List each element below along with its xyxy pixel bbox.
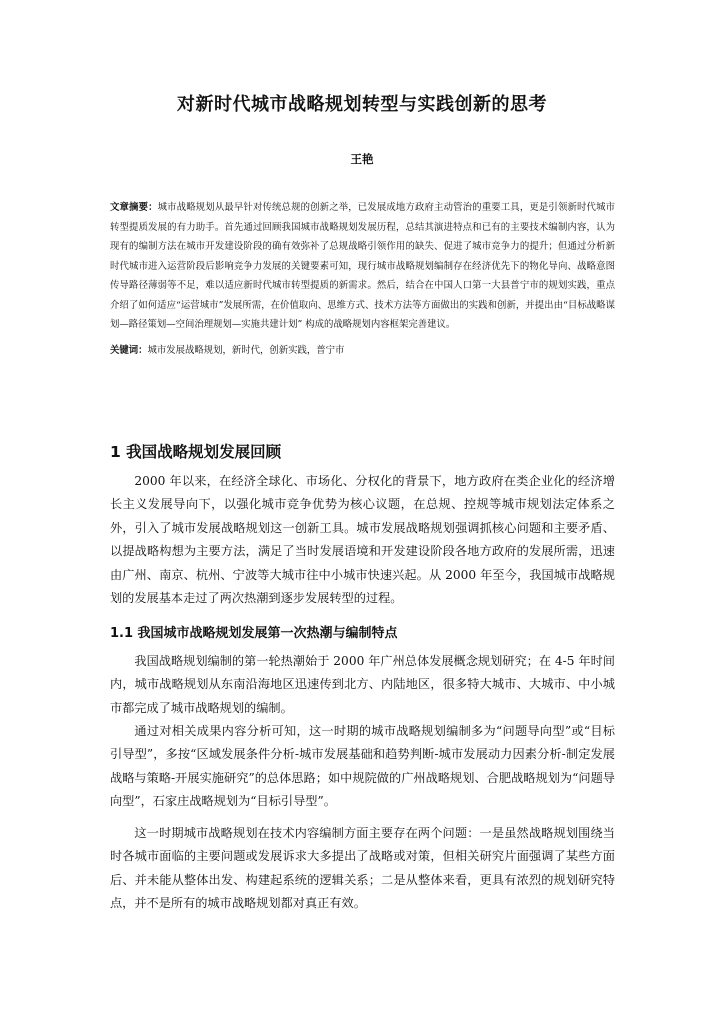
abstract-text: 城市战略规划从最早针对传统总规的创新之举，已发展成地方政府主动管治的重要工具，更是引领新时代城市转型提质发展的有力助手。首先通过回顾我国城市战略规划发展历程，总结其演进特点和已有的主要技术编制内容，认为现有的编制方法在城市开发建设阶段的确有效弥补了总规战略引领作用的缺失、促进了城市竞争力的提升；但通过分析新时代城市进入运营阶段后影响竞争力发展的关键要素可知，现行城市战略规划编制存在经济优先下的物化导向、战略意图传导路径薄弱等不足，难以适应新时代城市转型提质的新需求。然后，结合在中国人口第一大县普宁市的规划实践，重点介绍了如何适应“运营城市”发展所需，在价值取向、思维方式、技术方法等方面做出的实践和创新，并提出由“目标战略谋划—路径策划—空间治理规划—实施共建计划” 构成的战略规划内容框架完善建议。 xyxy=(110,202,615,330)
abstract xyxy=(110,198,615,335)
section-heading-1-1: 1.1 我国城市战略规划发展第一次热潮与编制特点 xyxy=(110,626,398,641)
keywords-label: 关键词： xyxy=(110,345,148,356)
section-1-1-paragraph-3: 这一时期城市战略规划在技术内容编制方面主要存在两个问题：一是虽然战略规划围绕当时各城市面临的主要问题或发展诉求大多提出了战略或对策，但相关研究片面强调了某些方面后、并未能从整体出发、构建起系统的逻辑关系；二是从整体来看，更具有浓烈的规划研究特点，并不是所有的城市战略规划都对真正有效。 xyxy=(110,826,615,911)
author-name: 王艳 xyxy=(350,152,374,166)
paper-title: 对新时代城市战略规划转型与实践创新的思考 xyxy=(177,94,547,115)
keywords xyxy=(110,341,615,360)
section-1-paragraph: 2000 年以来，在经济全球化、市场化、分权化的背景下，地方政府在类企业化的经济增长主义发展导向下，以强化城市竞争优势为核心议题，在总规、控规等城市规划法定体系之外，引入了城市发展战略规划这一创新工具。城市发展战略规划强调抓核心问题和主要矛盾、以提战略构想为主要方法，满足了当时发展语境和开发建设阶段各地方政府的发展所需，迅速由广州、南京、杭州、宁波等大城市往中小城市快速兴起。从 2000 年至今，我国城市战略规划的发展基本走过了两次热潮到逐步发展转型的过程。 xyxy=(110,474,615,606)
section-1-1-paragraph-1: 我国战略规划编制的第一轮热潮始于 2000 年广州总体发展概念规划研究；在 4-5 年时间内，城市战略规划从东南沿海地区迅速传到北方、内陆地区，很多特大城市、大城市、中小城市都完成了城市战略规划的编制。 xyxy=(110,654,615,715)
section-1-1-paragraph-2: 通过对相关成果内容分析可知，这一时期的城市战略规划编制多为“问题导向型”或“目标引导型”，多按“区域发展条件分析-城市发展基础和趋势判断-城市发展动力因素分析-制定发展战略与策略-开展实施研究”的总体思路；如中规院做的广州战略规划、合肥战略规划为“问题导向型”，石家庄战略规划为“目标引导型”。 xyxy=(110,724,615,809)
section-heading-1: 1 我国战略规划发展回顾 xyxy=(110,443,282,461)
keywords-text: 城市发展战略规划，新时代，创新实践，普宁市 xyxy=(147,345,345,356)
abstract-label: 文章摘要： xyxy=(110,202,158,213)
